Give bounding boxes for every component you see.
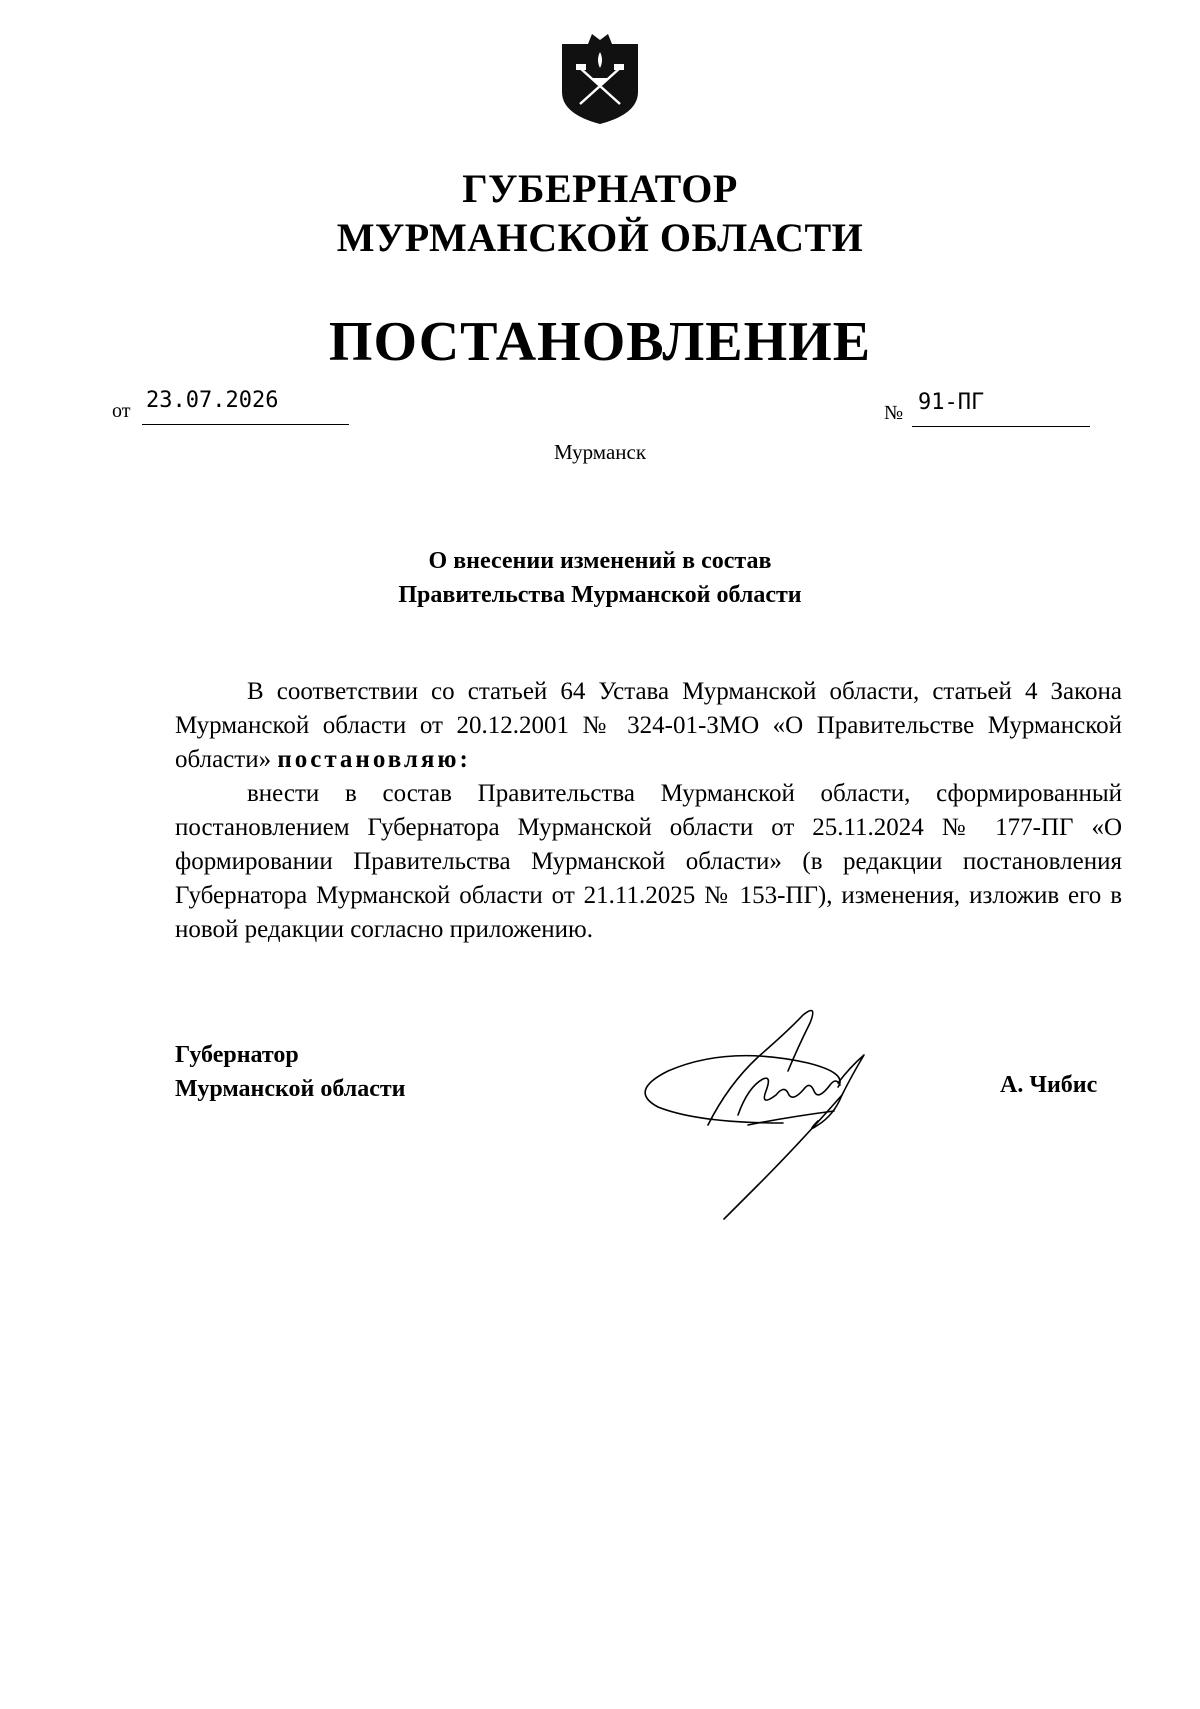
subject-line1: О внесении изменений в состав [428,548,772,574]
body-paragraph-1-text: В соответствии со статьей 64 Устава Мурманской области, статьей 4 Закона Мурманской области от 20.12.2001 № 324-01-ЗМО «О Правительстве Мурманской области» [175,678,1122,773]
org-title-line2: МУРМАНСКОЙ ОБЛАСТИ [336,215,864,260]
body-paragraph-2: внести в состав Правительства Мурманской области, сформированный постановлением Губернатора Мурманской области от 25.11.2024 № 177-ПГ «О формировании Правительства Мурманской области» (в редакции постановления Губернатора Мурманской области от 21.11.2025 № 153-ПГ), изменения, изложив его в новой редакции согласно приложению. [175,780,1122,943]
document-number: 91-ПГ [918,390,985,415]
date-underline [142,424,349,425]
resolution-keyword: постановляю: [277,746,471,773]
subject-line2: Правительства Мурманской области [398,582,802,608]
document-date: 23.07.2026 [146,388,279,413]
document-body [175,675,1122,947]
org-title-line1: ГУБЕРНАТОР [462,166,738,211]
date-prefix: от [112,400,131,422]
signatory-title-line1: Губернатор [175,1042,299,1068]
signatory-title [175,1038,405,1106]
body-paragraph-1 [175,675,1122,777]
date-number-row [112,384,1112,434]
signatory-name: А. Чибис [1000,1072,1098,1098]
document-type-title: ПОСТАНОВЛЕНИЕ [328,311,872,373]
number-prefix: № [884,402,904,424]
coat-of-arms-icon [558,30,642,126]
signatory-title-line2: Мурманской области [175,1076,406,1102]
number-underline [912,426,1090,427]
city: Мурманск [553,440,647,464]
handwritten-signature [638,975,908,1225]
